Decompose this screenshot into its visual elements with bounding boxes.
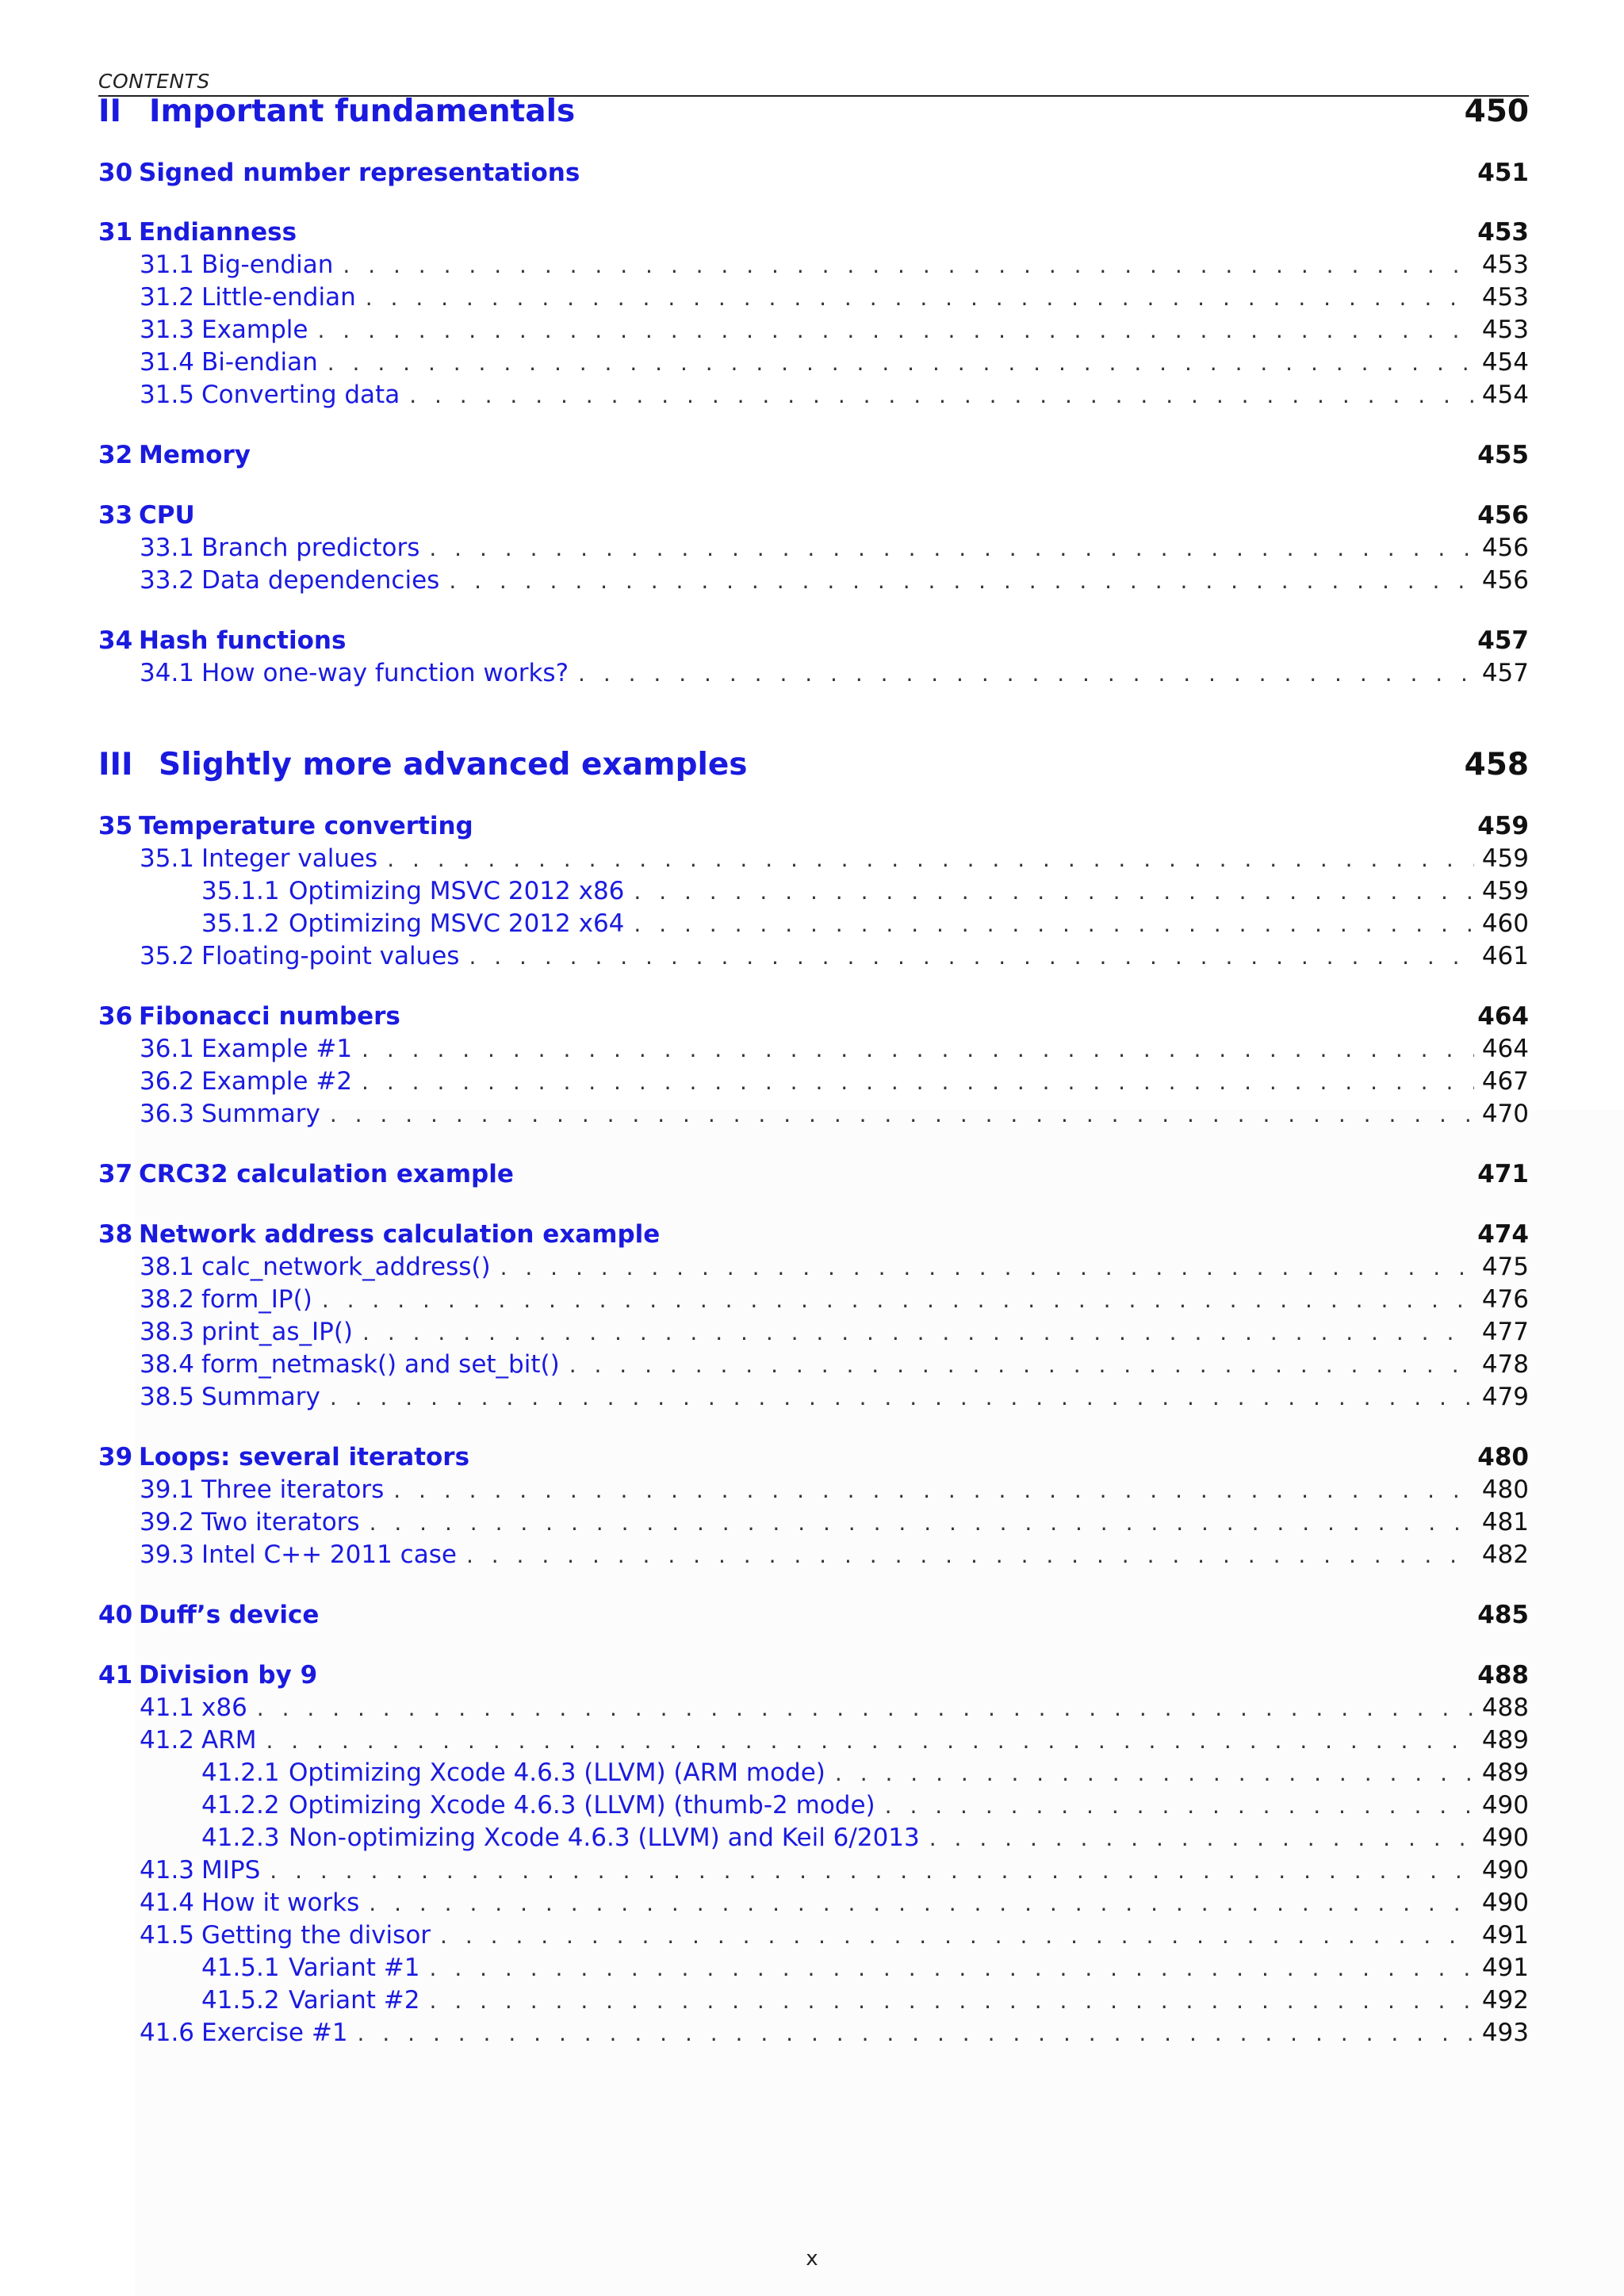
- dot-leader: [885, 1793, 1474, 1819]
- dot-leader: [370, 1510, 1474, 1536]
- entry-number: 36.2: [140, 1067, 195, 1096]
- entry-title: Loops: several iterators: [139, 1443, 470, 1471]
- toc-chapter[interactable]: [98, 1160, 1529, 1188]
- entry-title: Endianness: [139, 218, 297, 247]
- entry-number: 38.3: [140, 1318, 195, 1346]
- entry-page: 460: [1481, 909, 1529, 938]
- entry-number: 40: [98, 1601, 133, 1629]
- toc-section[interactable]: [140, 844, 1529, 873]
- toc-chapter[interactable]: [98, 1220, 1529, 1249]
- entry-page: 456: [1477, 501, 1529, 530]
- entry-title: Little-endian: [201, 283, 356, 312]
- toc-chapter[interactable]: [98, 1661, 1529, 1689]
- dot-leader: [469, 943, 1473, 970]
- entry-page: 490: [1481, 1856, 1529, 1885]
- entry-number: 41.3: [140, 1856, 195, 1885]
- entry-title: Getting the divisor: [201, 1921, 431, 1950]
- entry-page: 492: [1481, 1986, 1529, 2015]
- dot-leader: [634, 911, 1473, 937]
- entry-title: Fibonacci numbers: [139, 1002, 400, 1031]
- toc-subsection[interactable]: [201, 1823, 1529, 1852]
- toc-section[interactable]: [140, 942, 1529, 970]
- entry-number: 38.1: [140, 1253, 195, 1281]
- entry-number: 36.3: [140, 1100, 195, 1128]
- entry-page: 493: [1481, 2019, 1529, 2047]
- entry-page: 453: [1481, 251, 1529, 279]
- entry-page: 490: [1481, 1823, 1529, 1852]
- header-label: CONTENTS: [98, 70, 210, 93]
- entry-number: 41.2.2: [201, 1791, 280, 1820]
- entry-title: Converting data: [201, 381, 400, 409]
- dot-leader: [343, 252, 1473, 278]
- entry-title: Floating-point values: [201, 942, 460, 970]
- part-number: III: [98, 747, 133, 783]
- entry-page: 479: [1481, 1383, 1529, 1411]
- dot-leader: [409, 382, 1474, 408]
- dot-leader: [330, 1101, 1474, 1127]
- toc-section[interactable]: [140, 566, 1529, 595]
- entry-number: 34.1: [140, 659, 195, 687]
- toc-subsection[interactable]: [201, 1954, 1529, 1982]
- toc-chapter[interactable]: [98, 812, 1529, 840]
- entry-number: 31.2: [140, 283, 195, 312]
- toc-section[interactable]: [140, 1067, 1529, 1096]
- entry-page: 456: [1481, 534, 1529, 562]
- toc-section[interactable]: [140, 1285, 1529, 1314]
- entry-number: 39.3: [140, 1540, 195, 1569]
- entry-title: Variant #2: [289, 1986, 420, 2015]
- entry-number: 39.1: [140, 1475, 195, 1504]
- dot-leader: [270, 1858, 1474, 1884]
- entry-number: 31.4: [140, 348, 195, 377]
- dot-leader: [358, 2020, 1474, 2046]
- toc-subsection[interactable]: [201, 909, 1529, 938]
- entry-page: 453: [1481, 316, 1529, 344]
- entry-title: Intel C++ 2011 case: [201, 1540, 457, 1569]
- entry-number: 35.1: [140, 844, 195, 873]
- entry-title: How it works: [201, 1888, 360, 1917]
- dot-leader: [440, 1923, 1474, 1949]
- dot-leader: [429, 535, 1473, 561]
- toc-subsection[interactable]: [201, 877, 1529, 905]
- entry-title: Example #2: [201, 1067, 353, 1096]
- entry-page: 476: [1481, 1285, 1529, 1314]
- dot-leader: [449, 568, 1474, 594]
- dot-leader: [835, 1760, 1474, 1786]
- toc-section[interactable]: [140, 1350, 1529, 1379]
- entry-number: 38: [98, 1220, 133, 1249]
- entry-page: 488: [1481, 1693, 1529, 1722]
- entry-title: Signed number representations: [139, 159, 580, 187]
- entry-number: 30: [98, 159, 133, 187]
- entry-page: 464: [1477, 1002, 1529, 1031]
- entry-page: 464: [1481, 1035, 1529, 1063]
- entry-page: 456: [1481, 566, 1529, 595]
- entry-page: 491: [1481, 1954, 1529, 1982]
- entry-number: 37: [98, 1160, 133, 1188]
- entry-page: 457: [1477, 626, 1529, 655]
- toc-subsection[interactable]: [201, 1986, 1529, 2015]
- toc-part[interactable]: [98, 747, 1529, 783]
- entry-title: Exercise #1: [201, 2019, 348, 2047]
- dot-leader: [578, 660, 1474, 687]
- toc-section[interactable]: [140, 1475, 1529, 1504]
- entry-title: Example: [201, 316, 308, 344]
- entry-number: 35.1.2: [201, 909, 280, 938]
- dot-leader: [929, 1825, 1474, 1851]
- entry-title: MIPS: [201, 1856, 261, 1885]
- entry-number: 41: [98, 1661, 133, 1689]
- entry-page: 474: [1477, 1220, 1529, 1249]
- entry-title: CRC32 calculation example: [139, 1160, 514, 1188]
- toc-section[interactable]: [140, 2019, 1529, 2047]
- toc-section[interactable]: [140, 1100, 1529, 1128]
- entry-title: form_netmask() and set_bit(): [201, 1350, 560, 1379]
- toc-section[interactable]: [140, 1726, 1529, 1755]
- toc-subsection[interactable]: [201, 1791, 1529, 1820]
- entry-page: 490: [1481, 1888, 1529, 1917]
- entry-page: 459: [1477, 812, 1529, 840]
- entry-title: Example #1: [201, 1035, 353, 1063]
- entry-page: 454: [1481, 381, 1529, 409]
- entry-title: Memory: [139, 441, 251, 469]
- dot-leader: [322, 1287, 1474, 1313]
- entry-page: 488: [1477, 1661, 1529, 1689]
- entry-title: Three iterators: [201, 1475, 385, 1504]
- entry-title: Variant #1: [289, 1954, 420, 1982]
- entry-title: Integer values: [201, 844, 378, 873]
- entry-number: 41.5.2: [201, 1986, 280, 2015]
- entry-page: 459: [1481, 844, 1529, 873]
- entry-title: Data dependencies: [201, 566, 440, 595]
- part-title: Slightly more advanced examples: [159, 747, 748, 783]
- entry-number: 35: [98, 812, 133, 840]
- toc-chapter[interactable]: [98, 626, 1529, 655]
- entry-number: 33: [98, 501, 133, 530]
- entry-number: 33.2: [140, 566, 195, 595]
- entry-title: Network address calculation example: [139, 1220, 661, 1249]
- dot-leader: [369, 1890, 1474, 1916]
- entry-page: 455: [1477, 441, 1529, 469]
- entry-number: 41.1: [140, 1693, 195, 1722]
- entry-title: Temperature converting: [139, 812, 473, 840]
- entry-page: 477: [1481, 1318, 1529, 1346]
- dot-leader: [430, 1988, 1474, 2014]
- toc-chapter[interactable]: [98, 1002, 1529, 1031]
- toc-section[interactable]: [140, 1540, 1529, 1569]
- entry-page: 480: [1481, 1475, 1529, 1504]
- entry-title: Optimizing MSVC 2012 x64: [289, 909, 625, 938]
- toc-chapter[interactable]: [98, 159, 1529, 187]
- toc-section[interactable]: [140, 1253, 1529, 1281]
- entry-number: 39.2: [140, 1508, 195, 1536]
- dot-leader: [430, 1955, 1474, 1981]
- entry-title: print_as_IP(): [201, 1318, 354, 1346]
- dot-leader: [366, 285, 1474, 311]
- running-header: [98, 68, 1529, 97]
- entry-title: Bi-endian: [201, 348, 318, 377]
- toc-section[interactable]: [140, 1035, 1529, 1063]
- entry-title: calc_network_address(): [201, 1253, 491, 1281]
- entry-page: 467: [1481, 1067, 1529, 1096]
- entry-page: 489: [1481, 1758, 1529, 1787]
- toc-section[interactable]: [140, 316, 1529, 344]
- entry-number: 33.1: [140, 534, 195, 562]
- toc-section[interactable]: [140, 283, 1529, 312]
- toc-chapter[interactable]: [98, 1443, 1529, 1471]
- toc-chapter[interactable]: [98, 441, 1529, 469]
- toc-section[interactable]: [140, 1888, 1529, 1917]
- entry-number: 41.2: [140, 1726, 195, 1755]
- dot-leader: [362, 1319, 1474, 1345]
- entry-number: 41.4: [140, 1888, 195, 1917]
- entry-page: 491: [1481, 1921, 1529, 1950]
- entry-title: Optimizing MSVC 2012 x86: [289, 877, 625, 905]
- toc-section[interactable]: [140, 348, 1529, 377]
- entry-page: 461: [1481, 942, 1529, 970]
- entry-number: 38.5: [140, 1383, 195, 1411]
- entry-title: Optimizing Xcode 4.6.3 (LLVM) (ARM mode): [289, 1758, 825, 1787]
- entry-page: 453: [1477, 218, 1529, 247]
- part-page: 450: [1464, 94, 1529, 129]
- dot-leader: [466, 1542, 1474, 1568]
- entry-title: form_IP(): [201, 1285, 312, 1314]
- dot-leader: [330, 1384, 1474, 1410]
- dot-leader: [362, 1036, 1474, 1062]
- entry-title: How one-way function works?: [201, 659, 569, 687]
- entry-title: Two iterators: [201, 1508, 360, 1536]
- entry-page: 459: [1481, 877, 1529, 905]
- entry-number: 36: [98, 1002, 133, 1031]
- toc-section[interactable]: [140, 1318, 1529, 1346]
- entry-title: Division by 9: [139, 1661, 318, 1689]
- entry-page: 478: [1481, 1350, 1529, 1379]
- entry-number: 38.4: [140, 1350, 195, 1379]
- dot-leader: [393, 1477, 1474, 1503]
- dot-leader: [318, 317, 1474, 343]
- dot-leader: [387, 846, 1474, 872]
- entry-page: 489: [1481, 1726, 1529, 1755]
- toc-subsection[interactable]: [201, 1758, 1529, 1787]
- entry-page: 482: [1481, 1540, 1529, 1569]
- entry-number: 31.1: [140, 251, 195, 279]
- toc-section[interactable]: [140, 659, 1529, 687]
- part-title: Important fundamentals: [149, 94, 576, 129]
- entry-number: 35.1.1: [201, 877, 280, 905]
- part-page: 458: [1464, 747, 1529, 783]
- entry-page: 471: [1477, 1160, 1529, 1188]
- dot-leader: [569, 1352, 1474, 1378]
- entry-page: 453: [1481, 283, 1529, 312]
- toc-part[interactable]: [98, 94, 1529, 129]
- toc-section[interactable]: [140, 1508, 1529, 1536]
- dot-leader: [500, 1254, 1474, 1280]
- entry-number: 31.3: [140, 316, 195, 344]
- entry-title: Optimizing Xcode 4.6.3 (LLVM) (thumb-2 mode): [289, 1791, 875, 1820]
- page-number: x: [806, 2247, 818, 2271]
- entry-number: 41.5: [140, 1921, 195, 1950]
- entry-page: 481: [1481, 1508, 1529, 1536]
- toc-chapter[interactable]: [98, 1601, 1529, 1629]
- entry-title: Hash functions: [139, 626, 347, 655]
- entry-title: Summary: [201, 1100, 320, 1128]
- entry-number: 41.2.3: [201, 1823, 280, 1852]
- entry-page: 454: [1481, 348, 1529, 377]
- dot-leader: [257, 1695, 1474, 1721]
- entry-number: 34: [98, 626, 133, 655]
- entry-number: 41.5.1: [201, 1954, 280, 1982]
- toc-section[interactable]: [140, 381, 1529, 409]
- entry-title: Non-optimizing Xcode 4.6.3 (LLVM) and Keil 6/2013: [289, 1823, 920, 1852]
- entry-title: x86: [201, 1693, 247, 1722]
- entry-number: 31.5: [140, 381, 195, 409]
- entry-title: ARM: [201, 1726, 257, 1755]
- entry-number: 35.2: [140, 942, 195, 970]
- toc-section[interactable]: [140, 1856, 1529, 1885]
- entry-number: 32: [98, 441, 133, 469]
- entry-title: Branch predictors: [201, 534, 420, 562]
- entry-number: 39: [98, 1443, 133, 1471]
- entry-number: 36.1: [140, 1035, 195, 1063]
- dot-leader: [327, 350, 1474, 376]
- entry-title: Big-endian: [201, 251, 334, 279]
- toc-section[interactable]: [140, 251, 1529, 279]
- entry-page: 475: [1481, 1253, 1529, 1281]
- entry-title: Duff’s device: [139, 1601, 320, 1629]
- toc-section[interactable]: [140, 534, 1529, 562]
- entry-title: CPU: [139, 501, 195, 530]
- entry-page: 470: [1481, 1100, 1529, 1128]
- toc-chapter[interactable]: [98, 218, 1529, 247]
- entry-page: 457: [1481, 659, 1529, 687]
- part-number: II: [98, 94, 122, 129]
- entry-number: 41.2.1: [201, 1758, 280, 1787]
- toc-chapter[interactable]: [98, 501, 1529, 530]
- entry-number: 38.2: [140, 1285, 195, 1314]
- entry-page: 490: [1481, 1791, 1529, 1820]
- toc-section[interactable]: [140, 1693, 1529, 1722]
- toc-section[interactable]: [140, 1383, 1529, 1411]
- dot-leader: [362, 1069, 1474, 1095]
- toc-section[interactable]: [140, 1921, 1529, 1950]
- dot-leader: [634, 878, 1473, 905]
- entry-page: 485: [1477, 1601, 1529, 1629]
- entry-number: 31: [98, 218, 133, 247]
- dot-leader: [266, 1728, 1474, 1754]
- entry-title: Summary: [201, 1383, 320, 1411]
- entry-page: 451: [1477, 159, 1529, 187]
- entry-number: 41.6: [140, 2019, 195, 2047]
- entry-page: 480: [1477, 1443, 1529, 1471]
